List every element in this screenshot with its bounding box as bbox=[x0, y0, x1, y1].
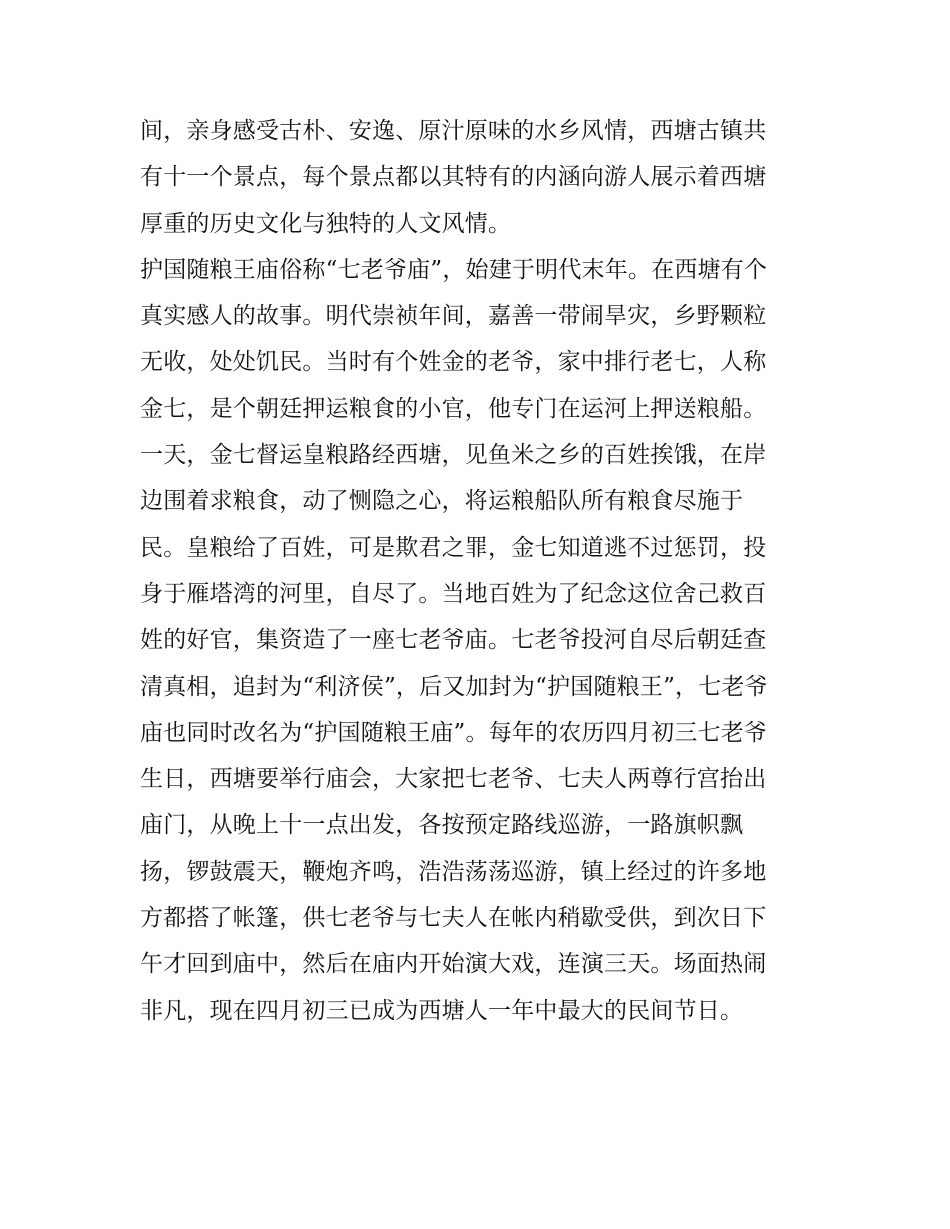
text-line: 午才回到庙中，然后在庙内开始演大戏，连演三天。场面热闹 bbox=[140, 951, 767, 978]
text-line: 庙门，从晚上十一点出发，各按预定路线巡游，一路旗帜飘 bbox=[140, 812, 744, 839]
text-line: 方都搭了帐篷，供七老爷与七夫人在帐内稍歇受供，到次日下 bbox=[140, 905, 767, 932]
text-line: 扬，锣鼓震天，鞭炮齐鸣，浩浩荡荡巡游，镇上经过的许多地 bbox=[140, 858, 767, 885]
text-line: 有十一个景点，每个景点都以其特有的内涵向游人展示着西塘 bbox=[140, 164, 767, 191]
text-line: 间，亲身感受古朴、安逸、原汁原味的水乡风情，西塘古镇共 bbox=[140, 118, 767, 144]
text-line: 护国随粮王庙俗称“七老爷庙”，始建于明代末年。在西塘有个 bbox=[140, 256, 768, 283]
text-line: 非凡，现在四月初三已成为西塘人一年中最大的民间节日。 bbox=[140, 997, 744, 1024]
text-line: 清真相，追封为“利济侯”，后又加封为“护国随粮王”，七老爷 bbox=[140, 673, 768, 700]
paragraph-2 bbox=[140, 247, 830, 1034]
text-line: 无收，处处饥民。当时有个姓金的老爷，家中排行老七，人称 bbox=[140, 349, 767, 376]
text-line: 庙也同时改名为“护国随粮王庙”。每年的农历四月初三七老爷 bbox=[140, 719, 768, 746]
text-line: 身于雁塔湾的河里，自尽了。当地百姓为了纪念这位舍己救百 bbox=[140, 580, 767, 607]
text-line: 边围着求粮食，动了恻隐之心，将运粮船队所有粮食尽施于 bbox=[140, 488, 744, 515]
text-line: 真实感人的故事。明代崇祯年间，嘉善一带闹旱灾，乡野颗粒 bbox=[140, 303, 767, 330]
text-line: 一天，金七督运皇粮路经西塘，见鱼米之乡的百姓挨饿，在岸 bbox=[140, 442, 767, 469]
text-line: 生日，西塘要举行庙会，大家把七老爷、七夫人两尊行宫抬出 bbox=[140, 766, 767, 793]
document-body bbox=[140, 108, 830, 1034]
paragraph-1 bbox=[140, 108, 830, 247]
text-line: 厚重的历史文化与独特的人文风情。 bbox=[140, 210, 512, 237]
text-line: 金七，是个朝廷押运粮食的小官，他专门在运河上押送粮船。 bbox=[140, 395, 767, 422]
text-line: 姓的好官，集资造了一座七老爷庙。七老爷投河自尽后朝廷查 bbox=[140, 627, 767, 654]
text-line: 民。皇粮给了百姓，可是欺君之罪，金七知道逃不过惩罚，投 bbox=[140, 534, 767, 561]
